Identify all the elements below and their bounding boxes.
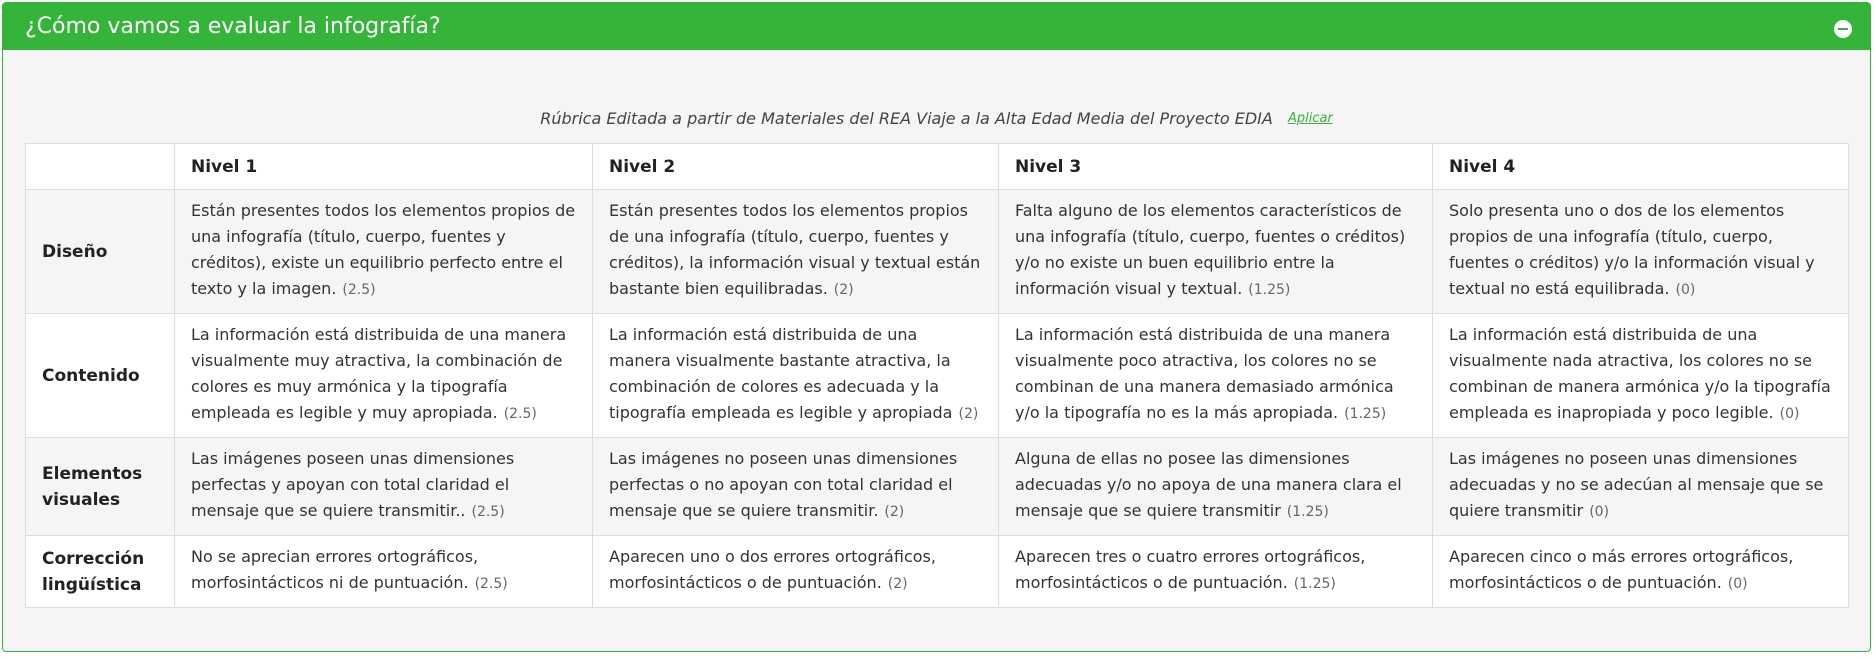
minus-circle-icon[interactable]: [1834, 20, 1852, 38]
cell-text: Alguna de ellas no posee las dimensiones adecuadas y/o no apoya de una manera clara el mensaje que se quiere transmitir: [1015, 449, 1402, 520]
score-value: (2): [958, 406, 979, 422]
cell-text: La información está distribuida de una manera visualmente muy atractiva, la combinación de colores es muy armónica y la tipografía empleada es legible y muy apropiada.: [191, 325, 567, 422]
rubric-cell[interactable]: [175, 438, 593, 536]
cell-text: Aparecen cinco o más errores ortográficos, morfosintácticos o de puntuación.: [1449, 547, 1794, 592]
rubric-cell[interactable]: [1433, 438, 1849, 536]
score-value: (2.5): [474, 576, 508, 592]
score-value: (0): [1779, 406, 1800, 422]
score-value: (0): [1589, 504, 1610, 520]
score-value: (1.25): [1248, 282, 1291, 298]
criterion-label: Contenido: [26, 314, 175, 438]
cell-text: Están presentes todos los elementos propios de una infografía (título, cuerpo, fuentes y créditos), existe un equilibrio perfecto entre el texto y la imagen.: [191, 201, 576, 298]
rubric-cell[interactable]: [999, 438, 1433, 536]
cell-text: Las imágenes poseen unas dimensiones perfectas y apoyan con total claridad el mensaje que se quiere transmitir..: [191, 449, 515, 520]
header-cell: Nivel 1: [175, 144, 593, 190]
rubric-caption: [3, 109, 1870, 128]
rubric-cell[interactable]: [999, 190, 1433, 314]
score-value: (2.5): [503, 406, 537, 422]
table-row: [26, 438, 1849, 536]
table-row: [26, 314, 1849, 438]
score-value: (2): [884, 504, 905, 520]
header-cell: Nivel 2: [593, 144, 999, 190]
rubric-cell[interactable]: [999, 536, 1433, 608]
table-row: [26, 536, 1849, 608]
rubric-caption-text: Rúbrica Editada a partir de Materiales del REA Viaje a la Alta Edad Media del Proyecto EDIA: [540, 109, 1273, 128]
panel-header[interactable]: [3, 3, 1870, 50]
cell-text: Aparecen uno o dos errores ortográficos, morfosintácticos o de puntuación.: [609, 547, 936, 592]
panel-title: ¿Cómo vamos a evaluar la infografía?: [25, 14, 441, 39]
criterion-label: Corrección lingüística: [26, 536, 175, 608]
rubric-panel: [2, 2, 1871, 652]
rubric-cell[interactable]: [175, 536, 593, 608]
header-cell: [26, 144, 175, 190]
score-value: (1.25): [1344, 406, 1387, 422]
cell-text: Las imágenes no poseen unas dimensiones perfectas o no apoyan con total claridad el mensaje que se quiere transmitir.: [609, 449, 958, 520]
cell-text: Solo presenta uno o dos de los elementos propios de una infografía (título, cuerpo, fuentes o créditos) y/o la información visual y textual no está equilibrada.: [1449, 201, 1815, 298]
criterion-label: Diseño: [26, 190, 175, 314]
rubric-cell[interactable]: [593, 536, 999, 608]
cell-text: La información está distribuida de una manera visualmente bastante atractiva, la combinación de colores es adecuada y la tipografía empleada es legible y apropiada: [609, 325, 953, 422]
score-value: (1.25): [1293, 576, 1336, 592]
score-value: (1.25): [1286, 504, 1329, 520]
rubric-table: [25, 143, 1849, 608]
rubric-cell[interactable]: [593, 190, 999, 314]
score-value: (2.5): [342, 282, 376, 298]
rubric-cell[interactable]: [1433, 536, 1849, 608]
criterion-label: Elementos visuales: [26, 438, 175, 536]
cell-text: Las imágenes no poseen unas dimensiones adecuadas y no se adecúan al mensaje que se quiere transmitir: [1449, 449, 1824, 520]
rubric-cell[interactable]: [175, 190, 593, 314]
score-value: (2.5): [471, 504, 505, 520]
header-cell: Nivel 4: [1433, 144, 1849, 190]
apply-link[interactable]: Aplicar: [1287, 111, 1333, 126]
score-value: (2): [833, 282, 854, 298]
score-value: (0): [1727, 576, 1748, 592]
rubric-cell[interactable]: [999, 314, 1433, 438]
table-header-row: [26, 144, 1849, 190]
rubric-cell[interactable]: [1433, 190, 1849, 314]
header-cell: Nivel 3: [999, 144, 1433, 190]
table-row: [26, 190, 1849, 314]
score-value: (2): [887, 576, 908, 592]
cell-text: La información está distribuida de una manera visualmente poco atractiva, los colores no se combinan de una manera demasiado armónica y/o la tipografía no es la más apropiada.: [1015, 325, 1394, 422]
cell-text: La información está distribuida de una visualmente nada atractiva, los colores no se combinan de manera armónica y/o la tipografía empleada es inapropiada y poco legible.: [1449, 325, 1831, 422]
score-value: (0): [1675, 282, 1696, 298]
rubric-cell[interactable]: [1433, 314, 1849, 438]
rubric-cell[interactable]: [593, 438, 999, 536]
cell-text: Aparecen tres o cuatro errores ortográficos, morfosintácticos o de puntuación.: [1015, 547, 1366, 592]
cell-text: Están presentes todos los elementos propios de una infografía (título, cuerpo, fuentes y créditos), la información visual y textual están bastante bien equilibradas.: [609, 201, 981, 298]
rubric-cell[interactable]: [175, 314, 593, 438]
rubric-cell[interactable]: [593, 314, 999, 438]
cell-text: Falta alguno de los elementos característicos de una infografía (título, cuerpo, fuentes o créditos) y/o no existe un buen equilibrio entre la información visual y textual.: [1015, 201, 1406, 298]
cell-text: No se aprecian errores ortográficos, morfosintácticos ni de puntuación.: [191, 547, 479, 592]
